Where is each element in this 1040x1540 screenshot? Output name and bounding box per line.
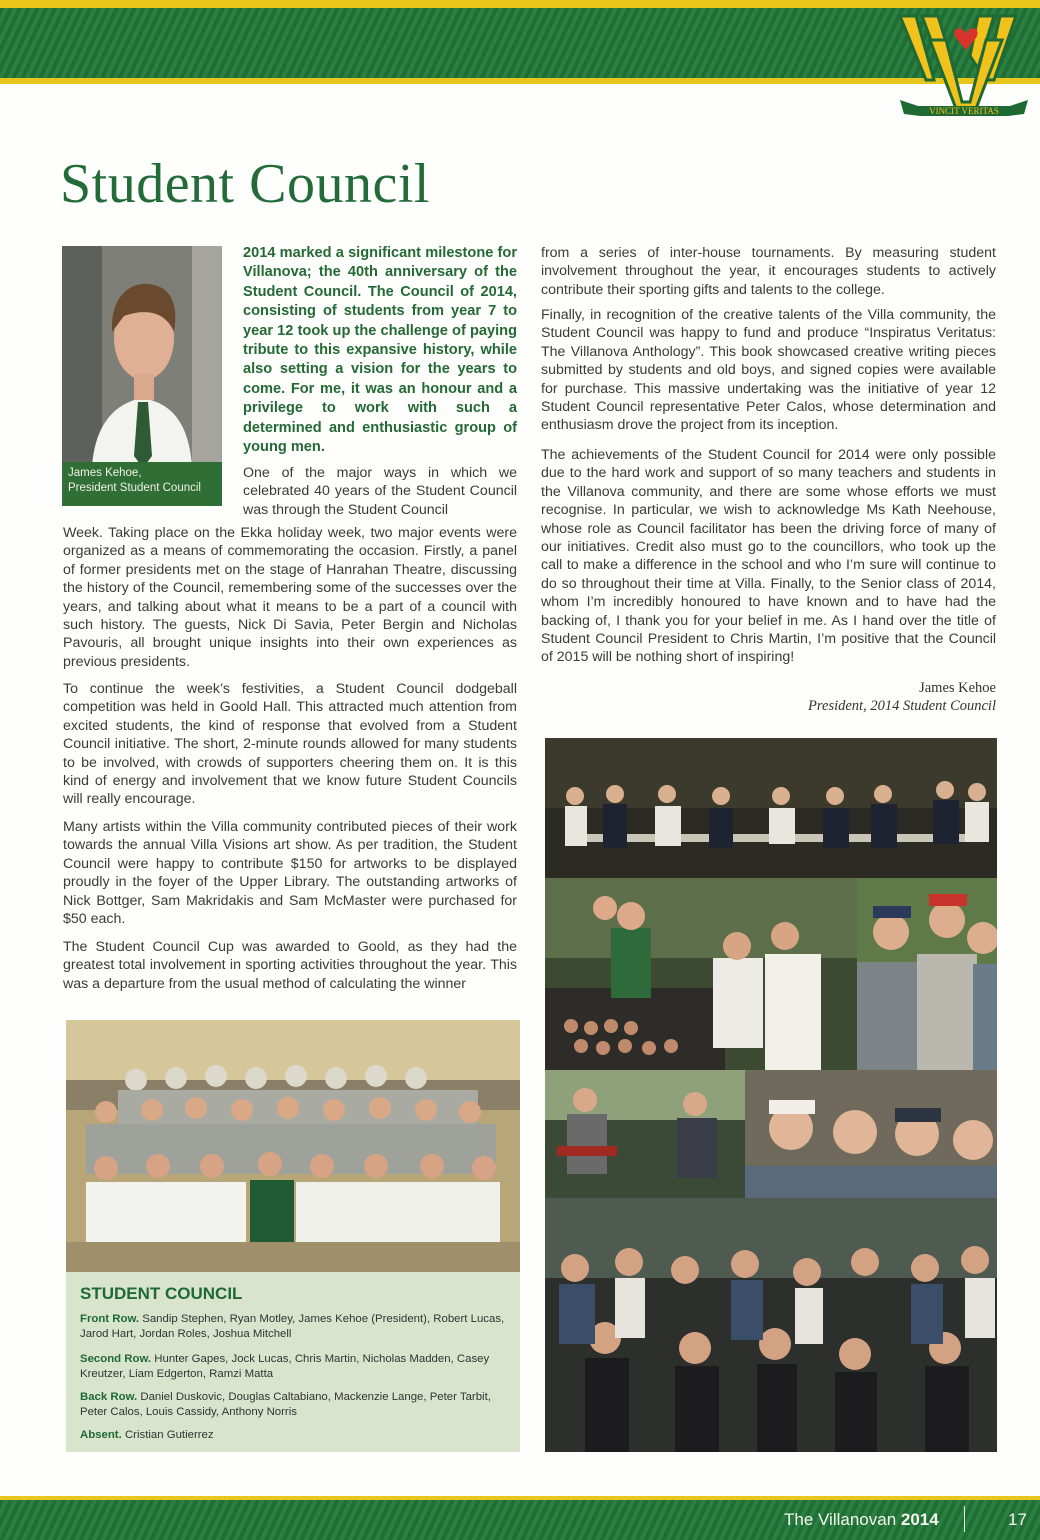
page-number: 17 bbox=[1008, 1510, 1027, 1529]
roster-label: Front Row. bbox=[80, 1313, 140, 1325]
header-band bbox=[0, 8, 1040, 78]
roster-label: Second Row. bbox=[80, 1353, 152, 1365]
roster-label: Back Row. bbox=[80, 1391, 138, 1403]
column2-paragraph-1: from a series of inter-house tournaments. By measuring student involvement throughout the year, it encourages students to actively contribute their sporting gifts and talents to the college. bbox=[541, 245, 996, 298]
group-photo bbox=[66, 1020, 520, 1272]
dodgeball-crowd-photo bbox=[545, 1198, 997, 1452]
body-paragraph-2: To continue the week’s festivities, a Student Council dodgeball competition was held in Goold Hall. This attracted much attention from excited students, the kind of response that evolved from a Student Council initiative. The short, 2-minute rounds allowed for many students to be involved, with crowds of supporters cheering them on. It is this kind of energy and involvement that we know future Student Councils will really encourage. bbox=[63, 681, 517, 808]
publication-title: The Villanovan bbox=[784, 1510, 897, 1529]
footer-gold-stripe bbox=[0, 1496, 1040, 1500]
lead-paragraph: 2014 marked a significant milestone for Villanova; the 40th anniversary of the Student Council. The Council of 2014, consisting of students from year 7 to year 12 took up the challenge of paying tribute to this expansive history, while also setting a vision for the years to come. For me, it was an honour and a privilege to work with such a determined and enthusiastic group of young men. bbox=[243, 245, 517, 456]
motto-text: VINCIT VERITAS bbox=[929, 106, 999, 116]
roster-back-row bbox=[80, 1390, 510, 1421]
header-top-stripe bbox=[0, 0, 1040, 8]
body-paragraph-1-rest: Week. Taking place on the Ekka holiday week, two major events were organized as a means of commemorating the occasion. Firstly, a panel of former presidents met on the stage of Hanrahan Theatre, discussing the history of the Council, remembering some of the successes over the years, and talking about what it means to be a part of a council with such history. The guests, Nick Di Savia, Peter Bergin and Nicholas Pavouris, all brought unique insights into their own experiences as previous presidents. bbox=[63, 525, 517, 670]
roster-names: Daniel Duskovic, Douglas Caltabiano, Mackenzie Lange, Peter Tarbit, Peter Calos, Louis Cassidy, Anthony Norris bbox=[80, 1391, 491, 1419]
caption-name: James Kehoe, bbox=[68, 467, 142, 479]
roster-label: Absent. bbox=[80, 1429, 122, 1441]
roster-names: Cristian Gutierrez bbox=[124, 1429, 214, 1441]
roster-front-row bbox=[80, 1312, 510, 1343]
body-paragraph-4: The Student Council Cup was awarded to Goold, as they had the greatest total involvement in sporting activities throughout the year. This was a departure from the usual method of calculating the winner bbox=[63, 939, 517, 992]
signature-role: President, 2014 Student Council bbox=[808, 698, 996, 714]
panel-discussion-photo bbox=[545, 738, 997, 878]
header-gold-stripe bbox=[0, 78, 1040, 84]
caption-role: President Student Council bbox=[68, 482, 201, 494]
students-caps-photo bbox=[857, 878, 997, 1070]
group-title: STUDENT COUNCIL bbox=[80, 1284, 243, 1303]
roster-names: Hunter Gapes, Jock Lucas, Chris Martin, Nicholas Madden, Casey Kreutzer, Liam Edgerton, Ramzi Matta bbox=[80, 1353, 490, 1381]
column2-paragraph-2: Finally, in recognition of the creative talents of the Villa community, the Student Council was happy to fund and produce “Inspiratus Veritatus: The Villanova Anthology”. This book showcased creative writing pieces submitted by students and old boys, and signed copies were available for purchase. This massive undertaking was the initiative of year 12 Student Council representative Peter Calos, whose determination and enthusiasm drove the project from its inception. bbox=[541, 307, 996, 434]
publication-year: 2014 bbox=[900, 1510, 939, 1529]
footer-divider bbox=[964, 1506, 965, 1532]
signature-name: James Kehoe bbox=[919, 680, 996, 696]
page-title: Student Council bbox=[60, 153, 430, 215]
roster-names: Sandip Stephen, Ryan Motley, James Kehoe (President), Robert Lucas, Jarod Hart, Jordan Roles, Joshua Mitchell bbox=[80, 1313, 505, 1341]
bbq-photo bbox=[545, 878, 857, 1070]
roster-absent bbox=[80, 1428, 510, 1443]
body-paragraph-3: Many artists within the Villa community contributed pieces of their work towards the annual Villa Visions art show. As per tradition, the Student Council were happy to contribute $150 for artworks to be displayed proudly in the foyer of the Upper Library. The outstanding artworks of Nick Bottger, Sam Makridakis and Sam McMaster were purchased for $50 each. bbox=[63, 819, 517, 928]
footer-band bbox=[0, 1500, 1040, 1540]
body-paragraph-1-start: One of the major ways in which we celebrated 40 years of the Student Council was through the Student Council bbox=[243, 465, 517, 518]
motto-banner bbox=[898, 92, 1030, 118]
portrait-caption bbox=[62, 462, 222, 506]
band-and-students-photo bbox=[545, 1070, 997, 1198]
column2-paragraph-3: The achievements of the Student Council for 2014 were only possible due to the hard work and support of so many teachers and students in the Villanova community, and there are some whose efforts we must recognise. In particular, we wish to acknowledge Ms Kath Neehouse, whose role as Council facilitator has been the driving force of many of our initiatives. Credit also must go to the councillors, who took up the call to make a difference in the school and who I’m sure will continue to do so throughout their time at Villa. Finally, to the Senior class of 2014, whom I’m incredibly honoured to have known and to have had the backing of, I thank you for your belief in me. As I hand over the title of Student Council President to Chris Martin, I’m positive that the Council of 2015 will be nothing short of inspiring! bbox=[541, 447, 996, 666]
publication-name bbox=[784, 1510, 939, 1530]
roster-second-row bbox=[80, 1352, 510, 1383]
